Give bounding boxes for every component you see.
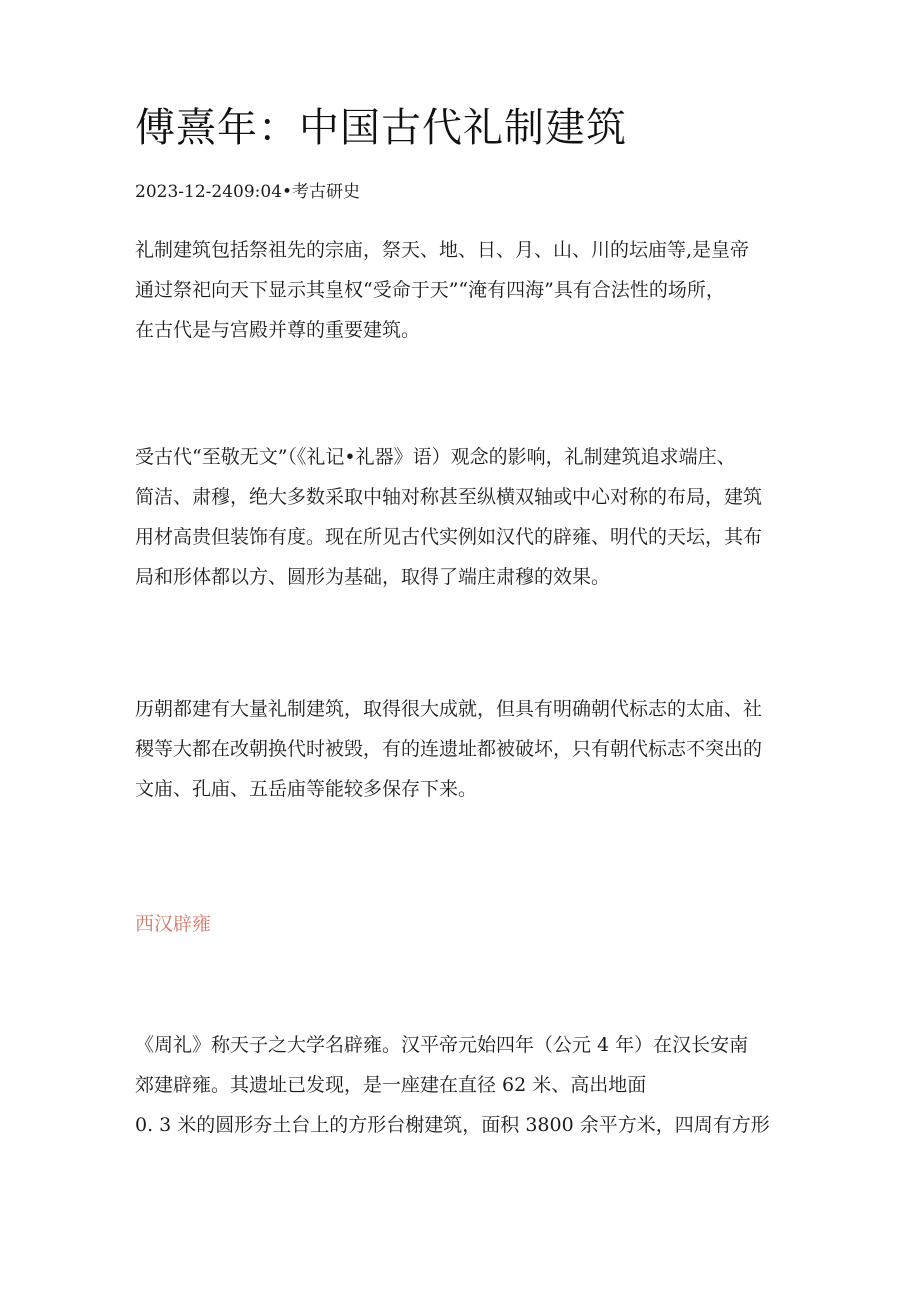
paragraph-4 <box>135 1025 807 1145</box>
paragraph-line: 用材高贵但装饰有度。现在所见古代实例如汉代的辟雍、明代的天坛，其布 <box>135 526 763 548</box>
paragraph-line: 历朝都建有大量礼制建筑，取得很大成就，但具有明确朝代标志的太庙、社 <box>135 698 763 720</box>
paragraph-line: 郊建辟雍。其遗址已发现，是一座建在直径 62 米、高出地面 <box>135 1074 647 1096</box>
paragraph-line: 在古代是与宫殿并尊的重要建筑。 <box>135 319 421 341</box>
paragraph-line: 礼制建筑包括祭祖先的宗庙，祭天、地、日、月、山、川的坛庙等,是皇帝 <box>135 239 750 261</box>
paragraph-3 <box>135 689 807 809</box>
paragraph-line: 简洁、肃穆，绝大多数采取中轴对称甚至纵横双轴或中心对称的布局，建筑 <box>135 486 763 508</box>
article-meta: 2023-12-2409:04•考古研史 <box>135 182 361 202</box>
paragraph-line: 文庙、孔庙、五岳庙等能较多保存下来。 <box>135 778 478 800</box>
paragraph-line: 受古代“至敬无文”（《礼记•礼器》语）观念的影响，礼制建筑追求端庄、 <box>135 446 736 468</box>
paragraph-line: 0. 3 米的圆形夯土台上的方形台榭建筑，面积 3800 余平方米，四周有方形 <box>135 1114 770 1136</box>
paragraph-1 <box>135 230 807 350</box>
paragraph-line: 稷等大都在改朝换代时被毁，有的连遗址都被破坏，只有朝代标志不突出的 <box>135 738 763 760</box>
paragraph-2 <box>135 437 807 597</box>
paragraph-line: 局和形体都以方、圆形为基础，取得了端庄肃穆的效果。 <box>135 566 611 588</box>
section-heading: 西汉辟雍 <box>135 913 212 935</box>
paragraph-line: 《周礼》称天子之大学名辟雍。汉平帝元始四年（公元 4 年）在汉长安南 <box>135 1034 749 1056</box>
paragraph-line: 通过祭祀向天下显示其皇权“受命于天”“淹有四海”具有合法性的场所， <box>135 279 725 301</box>
article-title: 傅熹年：中国古代礼制建筑 <box>135 105 627 151</box>
